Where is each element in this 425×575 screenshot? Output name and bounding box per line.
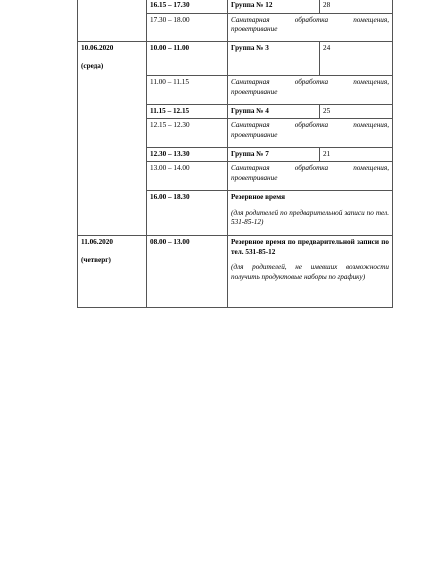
time-cell: 11.15 – 12.15	[147, 104, 228, 119]
reserve-cell	[228, 190, 393, 235]
count-cell: 21	[320, 147, 393, 162]
weekday-text: (среда)	[81, 61, 104, 70]
date-cell	[78, 235, 147, 307]
date-text: 11.06.2020	[81, 237, 113, 246]
time-cell: 10.00 – 11.00	[147, 42, 228, 76]
time-cell: 16.15 – 17.30	[147, 0, 228, 13]
time-cell: 13.00 – 14.00	[147, 162, 228, 190]
sanitation-cell: Санитарная обработка помещения, проветривание	[228, 76, 393, 104]
group-cell: Группа № 3	[228, 42, 320, 76]
count-cell: 25	[320, 104, 393, 119]
reserve-cell	[228, 235, 393, 307]
time-cell: 12.15 – 12.30	[147, 119, 228, 147]
sanitation-cell: Санитарная обработка помещения, проветривание	[228, 119, 393, 147]
group-cell: Группа № 4	[228, 104, 320, 119]
table-row	[78, 42, 393, 76]
time-cell: 16.00 – 18.30	[147, 190, 228, 235]
group-cell: Группа № 7	[228, 147, 320, 162]
reserve-title: Резервное время	[231, 192, 286, 201]
weekday-text: (четверг)	[81, 255, 111, 264]
schedule-table	[77, 0, 393, 308]
reserve-note: (для родителей, не имевших возможности получить продуктовые наборы по графику)	[231, 263, 389, 282]
sanitation-cell: Санитарная обработка помещения, проветривание	[228, 162, 393, 190]
table-row	[78, 0, 393, 13]
count-cell: 28	[320, 0, 393, 13]
time-cell: 08.00 – 13.00	[147, 235, 228, 307]
time-cell: 12.30 – 13.30	[147, 147, 228, 162]
sanitation-cell: Санитарная обработка помещения, проветривание	[228, 13, 393, 41]
reserve-title: Резервное время по предварительной записи по тел. 531-85-12	[231, 237, 389, 256]
date-cell	[78, 0, 147, 42]
time-cell: 11.00 – 11.15	[147, 76, 228, 104]
time-cell: 17.30 – 18.00	[147, 13, 228, 41]
group-cell: Группа № 12	[228, 0, 320, 13]
reserve-note: (для родителей по предварительной записи по тел. 531-85-12)	[231, 208, 389, 227]
date-text: 10.06.2020	[81, 44, 114, 53]
count-cell: 24	[320, 42, 393, 76]
date-cell	[78, 42, 147, 236]
table-row	[78, 235, 393, 307]
